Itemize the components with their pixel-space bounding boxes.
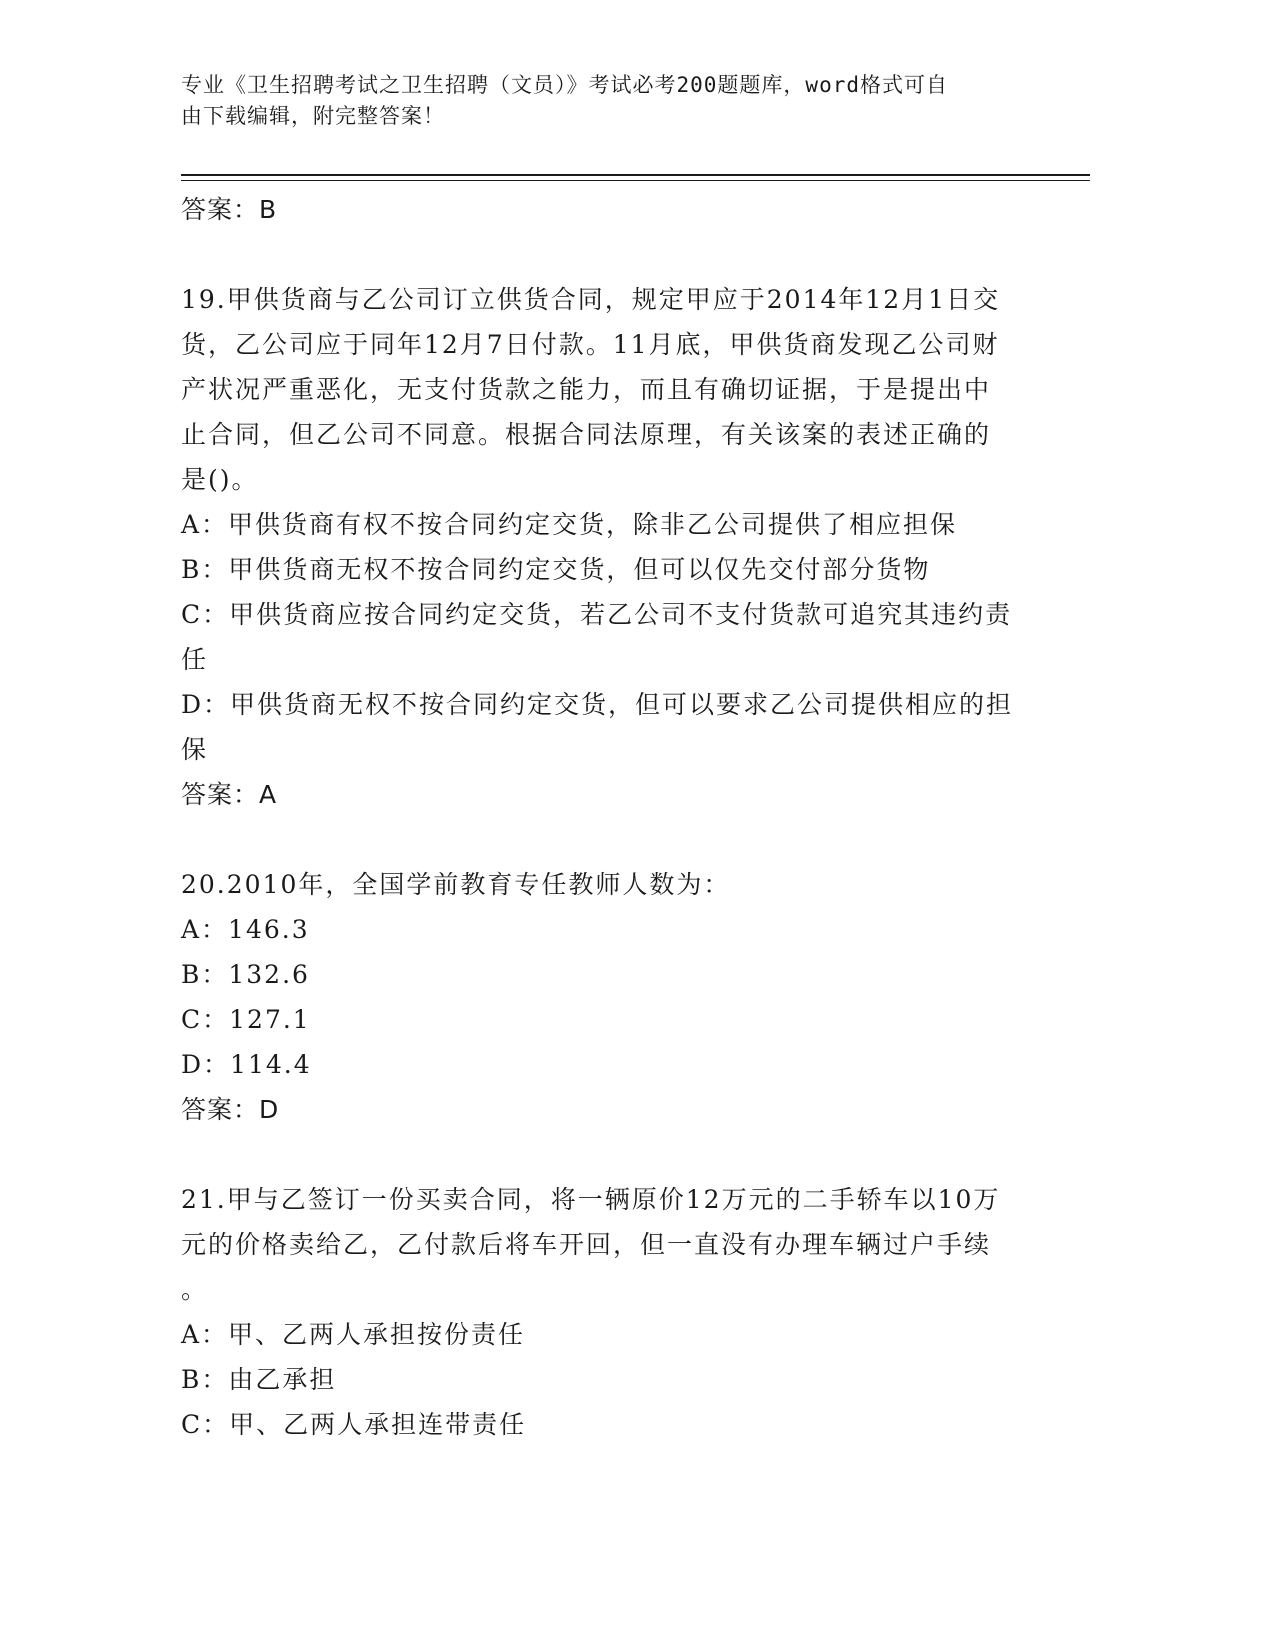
- header-rule-thin: [181, 180, 1090, 181]
- question-block: [181, 862, 1061, 1177]
- answer-option: C：甲供货商应按合同约定交货，若乙公司不支付货款可追究其违约责: [181, 600, 1013, 629]
- header-rule-thick: [181, 174, 1090, 176]
- answer-option: C：甲、乙两人承担连带责任: [181, 1410, 527, 1439]
- answer-option: D：114.4: [181, 1050, 312, 1079]
- question-stem-line: 货，乙公司应于同年12月7日付款。11月底，甲供货商发现乙公司财: [181, 330, 1000, 359]
- spacer: [181, 1132, 1061, 1177]
- correct-answer: 答案：D: [181, 1095, 280, 1124]
- answer-option: C：127.1: [181, 1005, 311, 1034]
- spacer: [181, 817, 1061, 862]
- question-stem-line: 是()。: [181, 465, 259, 494]
- question-content: [181, 187, 1061, 1447]
- answer-option: A：甲供货商有权不按合同约定交货，除非乙公司提供了相应担保: [181, 510, 958, 539]
- previous-answer: 答案：B: [181, 195, 278, 224]
- answer-option: 保: [181, 735, 209, 764]
- question-block: [181, 277, 1061, 862]
- header-line-1: 专业《卫生招聘考试之卫生招聘（文员）》考试必考200题题库，word格式可自: [181, 73, 948, 97]
- document-header: [181, 70, 1041, 132]
- answer-option: B：132.6: [181, 960, 310, 989]
- question-list: [181, 277, 1061, 1447]
- question-stem-line: 止合同，但乙公司不同意。根据合同法原理，有关该案的表述正确的: [181, 420, 992, 449]
- question-stem-line: 20.2010年，全国学前教育专任教师人数为：: [181, 870, 731, 899]
- question-stem-line: 产状况严重恶化，无支付货款之能力，而且有确切证据，于是提出中: [181, 375, 992, 404]
- header-line-2: 由下载编辑，附完整答案！: [181, 104, 445, 128]
- answer-option: A：146.3: [181, 915, 310, 944]
- answer-option: D：甲供货商无权不按合同约定交货，但可以要求乙公司提供相应的担: [181, 690, 1014, 719]
- answer-option: 任: [181, 645, 209, 674]
- question-stem-line: 。: [181, 1275, 209, 1304]
- correct-answer: 答案：A: [181, 780, 278, 809]
- spacer: [181, 232, 1061, 277]
- answer-option: B：由乙承担: [181, 1365, 337, 1394]
- question-stem-line: 元的价格卖给乙，乙付款后将车开回，但一直没有办理车辆过户手续: [181, 1230, 992, 1259]
- question-stem-line: 21.甲与乙签订一份买卖合同，将一辆原价12万元的二手轿车以10万: [181, 1185, 1001, 1214]
- question-block: [181, 1177, 1061, 1447]
- question-stem-line: 19.甲供货商与乙公司订立供货合同，规定甲应于2014年12月1日交: [181, 285, 1001, 314]
- answer-option: B：甲供货商无权不按合同约定交货，但可以仅先交付部分货物: [181, 555, 931, 584]
- answer-option: A：甲、乙两人承担按份责任: [181, 1320, 526, 1349]
